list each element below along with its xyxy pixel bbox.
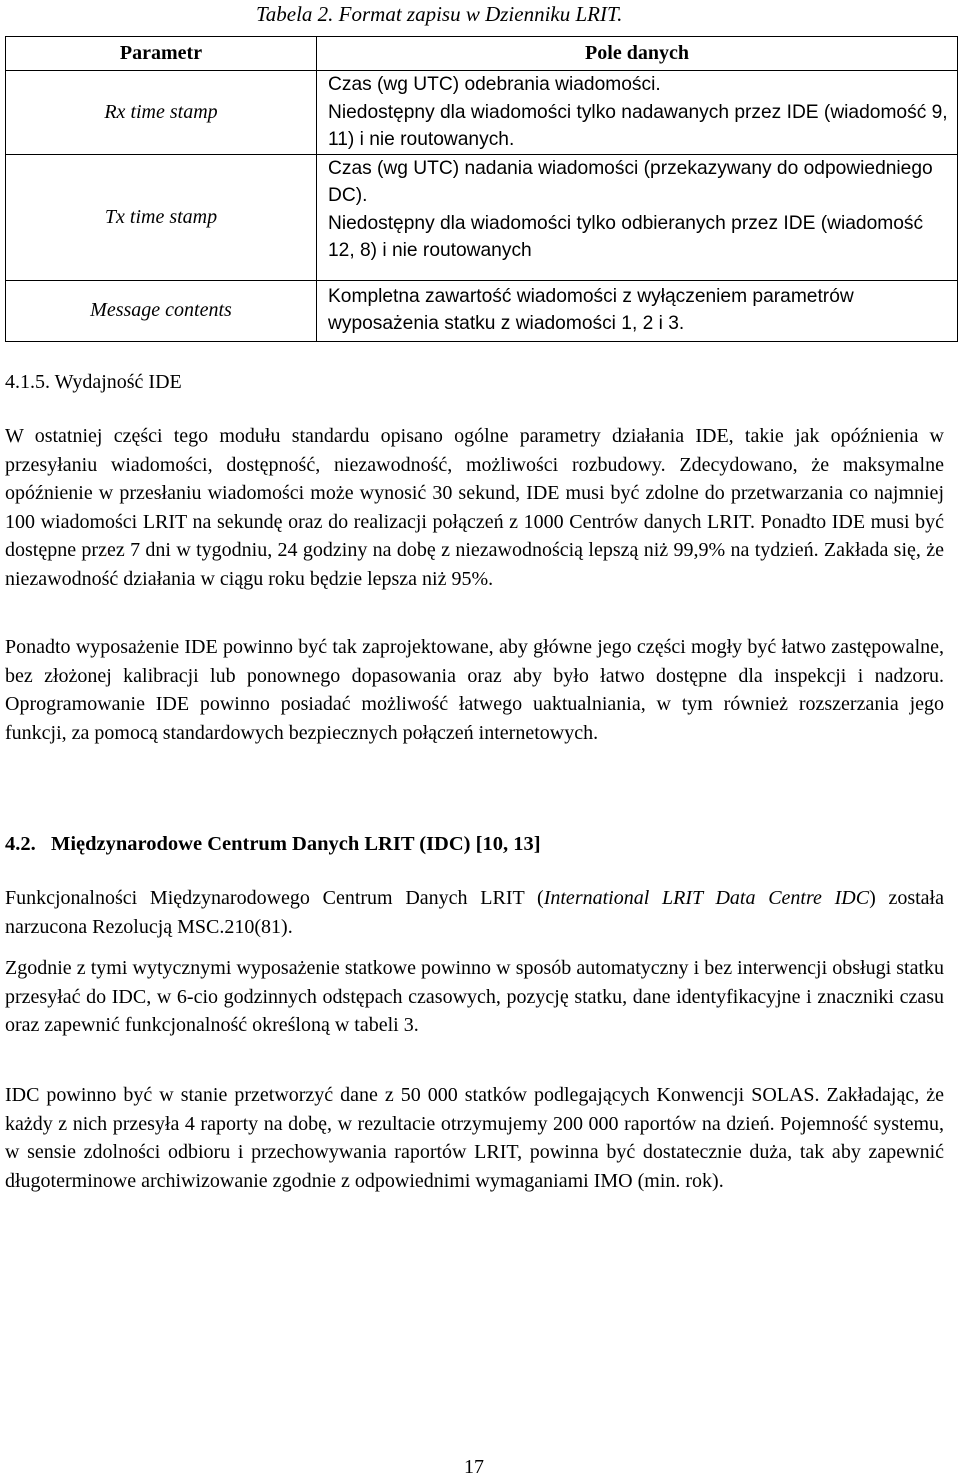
field-cell	[317, 71, 958, 155]
param-cell: Message contents	[6, 280, 317, 341]
field-text: Czas (wg UTC) nadania wiadomości (przekazywany do odpowiedniego DC).	[328, 157, 933, 206]
table-header-row	[6, 37, 958, 71]
page-number: 17	[464, 1456, 484, 1478]
field-cell	[317, 154, 958, 280]
paragraph-text: Funkcjonalności Międzynarodowego Centrum Danych LRIT (	[5, 887, 544, 909]
log-format-table	[5, 36, 958, 342]
table-row	[6, 71, 958, 155]
table-caption: Tabela 2. Format zapisu w Dzienniku LRIT.	[256, 2, 623, 26]
param-cell: Tx time stamp	[6, 154, 317, 280]
paragraph: Zgodnie z tymi wytycznymi wyposażenie statkowe powinno w sposób automatyczny i bez interwencji obsługi statku przesyłać do IDC, w 6-cio godzinnych odstępach czasowych, pozycję statku, dane identyfikacyjne i znaczniki czasu oraz zapewnić funkcjonalność określoną w tabeli 3.	[5, 957, 944, 1037]
header-pole-danych: Pole danych	[317, 37, 958, 71]
section-number: 4.2.	[5, 833, 36, 855]
field-cell	[317, 280, 958, 341]
section-heading-415: 4.1.5. Wydajność IDE	[5, 371, 182, 393]
header-parametr: Parametr	[6, 37, 317, 71]
field-text: Kompletna zawartość wiadomości z wyłączeniem parametrów wyposażenia statku z wiadomości 1, 2 i 3.	[328, 285, 854, 334]
field-text: Niedostępny dla wiadomości tylko odbieranych przez IDE (wiadomość 12, 8) i nie routowanych	[328, 212, 924, 261]
paragraph	[5, 884, 944, 941]
paragraph: W ostatniej części tego modułu standardu opisano ogólne parametry działania IDE, takie jak opóźnienia w przesyłaniu wiadomości, dostępność, niezawodność, możliwości rozbudowy. Zdecydowano, że maksymalne opóźnienie w przesłaniu wiadomości może wynosić 30 sekund, IDE musi być zdolne do przetwarzania co najmniej 100 wiadomości LRIT na sekundę oraz do realizacji połączeń z 1000 Centrów danych LRIT. Ponadto IDE musi być dostępne przez 7 dni w tygodniu, 24 godziny na dobę z niezawodnością lepszą niż 99,9% na tydzień. Zakłada się, że niezawodność działania w ciągu roku będzie lepsza niż 95%.	[5, 425, 944, 590]
section-heading-42	[5, 830, 541, 858]
param-cell: Rx time stamp	[6, 71, 317, 155]
field-text: Niedostępny dla wiadomości tylko nadawanych przez IDE (wiadomość 9, 11) i nie routowanych.	[328, 101, 948, 150]
table-row	[6, 280, 958, 341]
paragraph: IDC powinno być w stanie przetworzyć dane z 50 000 statków podlegających Konwencji SOLAS. Zakładając, że każdy z nich przesyła 4 raporty na dobę, w rezultacie otrzymujemy 200 000 raportów na dzień. Pojemność systemu, w sensie zdolności odbioru i przechowywania raportów LRIT, powinna być dostatecznie duża, tak aby zapewnić długoterminowe archiwizowanie zgodnie z odpowiednimi wymaganiami IMO (min. rok).	[5, 1084, 944, 1192]
section-title: Międzynarodowe Centrum Danych LRIT (IDC) [10, 13]	[51, 833, 541, 855]
table-row	[6, 154, 958, 280]
paragraph-text: ) została narzucona Rezolucją MSC.210(81).	[5, 887, 944, 938]
paragraph-italic-text: International LRIT Data Centre IDC	[543, 887, 870, 909]
paragraph: Ponadto wyposażenie IDE powinno być tak zaprojektowane, aby główne jego części mogły być łatwo zastępowalne, bez złożonej kalibracji lub ponownego dopasowania oraz aby było łatwo dostępne dla inspekcji i nadzoru. Oprogramowanie IDE powinno posiadać możliwość łatwego uaktualniania, w tym również rozszerzania jego funkcji, za pomocą standardowych bezpiecznych połączeń internetowych.	[5, 636, 944, 744]
field-text: Czas (wg UTC) odebrania wiadomości.	[328, 74, 661, 95]
